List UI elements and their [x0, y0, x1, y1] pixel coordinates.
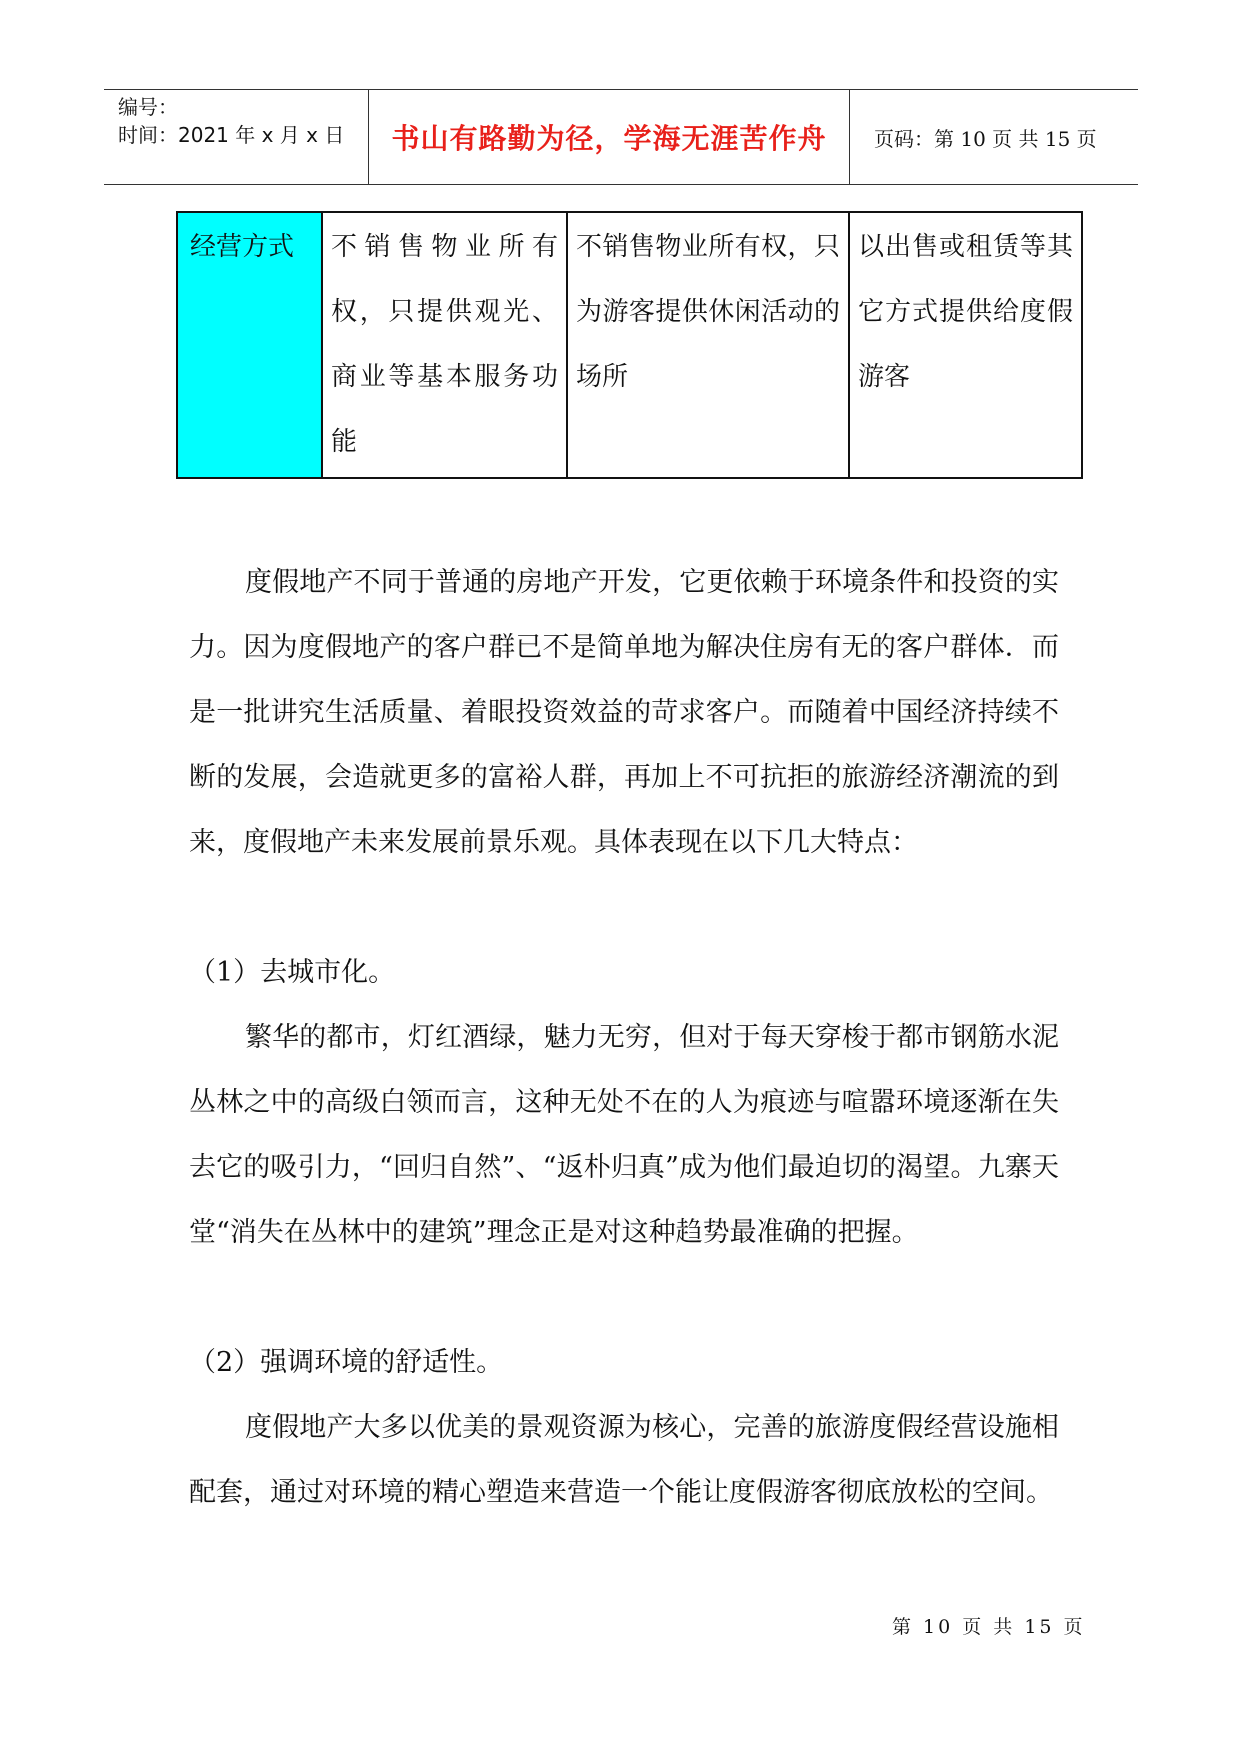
header-page-info: 页码：第 10 页 共 15 页: [874, 126, 1097, 151]
comparison-table: [176, 211, 1083, 479]
page-header: [104, 89, 1138, 185]
section-heading: （1）去城市化。: [189, 957, 396, 988]
table-cell: 不销售物业所有权，只为游客提供休闲活动的场所: [567, 212, 849, 478]
header-meta: [104, 90, 368, 184]
page-footer: 第 10 页 共 15 页: [892, 1616, 1086, 1638]
table-row: [177, 212, 1082, 478]
body-paragraph: 繁华的都市，灯红酒绿，魅力无穷，但对于每天穿梭于都市钢筋水泥丛林之中的高级白领而言，这种无处不在的人为痕迹与喧嚣环境逐渐在失去它的吸引力，“回归自然”、“返朴归真”成为他们最迫切的渴望。九寨天堂“消失在丛林中的建筑”理念正是对这种趋势最准确的把握。: [189, 1022, 1059, 1248]
section-heading: （2）强调环境的舒适性。: [189, 1347, 504, 1378]
table-cell-label: 经营方式: [177, 212, 322, 478]
table-cell: 以出售或租赁等其它方式提供给度假游客: [849, 212, 1082, 478]
body-paragraph: 度假地产不同于普通的房地产开发，它更依赖于环境条件和投资的实力。因为度假地产的客户群已不是简单地为解决住房有无的客户群体．而是一批讲究生活质量、着眼投资效益的苛求客户。而随着中国经济持续不断的发展，会造就更多的富裕人群，再加上不可抗拒的旅游经济潮流的到来，度假地产未来发展前景乐观。具体表现在以下几大特点：: [189, 567, 1059, 858]
table-cell: 不销售物业所有权，只提供观光、商业等基本服务功能: [322, 212, 567, 478]
time-label: 时间：2021 年 x 月 x 日: [118, 123, 345, 147]
number-label: 编号：: [118, 95, 178, 119]
body-paragraph: 度假地产大多以优美的景观资源为核心，完善的旅游度假经营设施相配套，通过对环境的精心塑造来营造一个能让度假游客彻底放松的空间。: [189, 1412, 1059, 1508]
header-motto: 书山有路勤为径，学海无涯苦作舟: [368, 90, 850, 184]
